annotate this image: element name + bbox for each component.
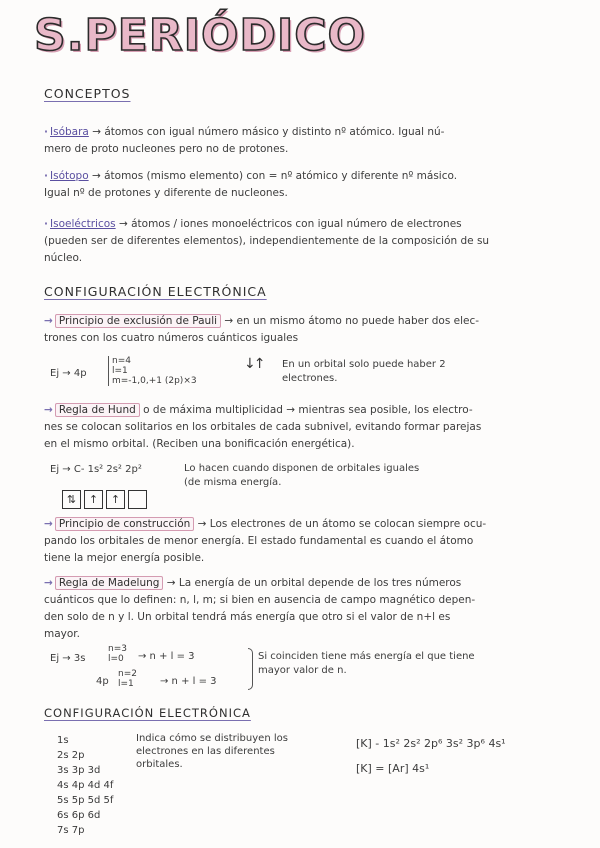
pauli-quantum-numbers: n=4 l=1 m=-1,0,+1 (2p)×3 xyxy=(108,356,197,386)
orbital-box xyxy=(128,490,147,509)
pauli-example: Ej → 4p xyxy=(50,368,87,379)
madelung-quantum-1: n=3 l=0 xyxy=(108,644,127,664)
diagram-row: 5s 5p 5d 5f xyxy=(57,795,114,806)
diagram-row: 6s 6p 6d xyxy=(57,810,101,821)
orbital-boxes xyxy=(62,490,147,509)
diagram-row: 3s 3p 3d xyxy=(57,765,101,776)
madelung-diagram xyxy=(55,735,155,845)
madelung-quantum-2: n=2 l=1 xyxy=(118,669,137,689)
hund-rule: → Regla de Hund o de máxima multiplicidad → mientras sea posible, los electro- nes se colocan solitarios en los orbitales de cada subnivel, evitando formar parejas en el mismo orbital. (Reciben una bonificación energética). xyxy=(44,404,482,450)
page-title: S.PERIÓDICO xyxy=(34,10,366,61)
concept-isotopo: · Isótopo → átomos (mismo elemento) con = nº atómico y diferente nº másico. Igual nº de protones y diferente de nucleones. xyxy=(44,170,458,199)
concept-isobara: · Isóbara → átomos con igual número másico y distinto nº atómico. Igual nú- mero de proto nucleones pero no de protones. xyxy=(44,126,445,155)
brace xyxy=(248,648,253,690)
hund-example: Ej → C- 1s² 2s² 2p² xyxy=(50,464,142,475)
construction-term: Principio de construcción xyxy=(55,517,195,531)
madelung-term: Regla de Madelung xyxy=(55,576,164,590)
config2-formula-1: [K] - 1s² 2s² 2p⁶ 3s² 3p⁶ 4s¹ xyxy=(356,737,506,750)
term-isobara: Isóbara xyxy=(50,126,89,138)
hund-note: Lo hacen cuando disponen de orbitales iguales (de misma energía. xyxy=(184,463,420,488)
madelung-example-1: Ej → 3s xyxy=(50,653,86,664)
pauli-principle: → Principio de exclusión de Pauli → en un mismo átomo no puede haber dos elec- trones con los cuatro números cuánticos iguales xyxy=(44,315,480,344)
concept-isoelectricos: · Isoeléctricos → átomos / iones monoeléctricos con igual número de electrones (pueden ser de diferentes elementos), independientemente de la composición de su núcleo. xyxy=(44,218,490,264)
term-isoelectricos: Isoeléctricos xyxy=(50,218,116,230)
spin-arrows-icon: ↓↑ xyxy=(244,356,264,372)
conceptos-heading: CONCEPTOS xyxy=(44,86,131,101)
config-heading: CONFIGURACIÓN ELECTRÓNICA xyxy=(44,284,267,299)
construction-principle: → Principio de construcción → Los electrones de un átomo se colocan siempre ocu- pando los orbitales de menor energía. El estado fundamental es cuando el átomo tiene la mejor energía posible. xyxy=(44,518,487,564)
madelung-sum-2: → n + l = 3 xyxy=(160,676,217,687)
diagram-row: 2s 2p xyxy=(57,750,85,761)
pauli-note: En un orbital solo puede haber 2 electrones. xyxy=(282,359,446,384)
orbital-box: ⇅ xyxy=(62,490,81,509)
config2-formula-2: [K] = [Ar] 4s¹ xyxy=(356,762,430,775)
hund-term: Regla de Hund xyxy=(55,403,140,417)
madelung-example-2: 4p xyxy=(96,676,109,687)
config2-heading: CONFIGURACIÓN ELECTRÓNICA xyxy=(44,706,251,720)
diagram-row: 1s xyxy=(57,735,69,746)
madelung-sum-1: → n + l = 3 xyxy=(138,651,195,662)
orbital-box: ↑ xyxy=(106,490,125,509)
diagram-row: 7s 7p xyxy=(57,825,85,836)
diagram-row: 4s 4p 4d 4f xyxy=(57,780,114,791)
term-isotopo: Isótopo xyxy=(50,170,89,182)
madelung-note: Si coinciden tiene más energía el que tiene mayor valor de n. xyxy=(258,651,475,676)
madelung-rule: → Regla de Madelung → La energía de un orbital depende de los tres números cuánticos que lo definen: n, l, m; si bien en ausencia de campo magnético depen- den solo de n y l. Un orbital tendrá más energía que otro si el valor de n+l es mayor. xyxy=(44,577,476,640)
orbital-box: ↑ xyxy=(84,490,103,509)
config2-text: Indica cómo se distribuyen los electrones en las diferentes orbitales. xyxy=(136,733,288,770)
pauli-term: Principio de exclusión de Pauli xyxy=(55,314,221,328)
